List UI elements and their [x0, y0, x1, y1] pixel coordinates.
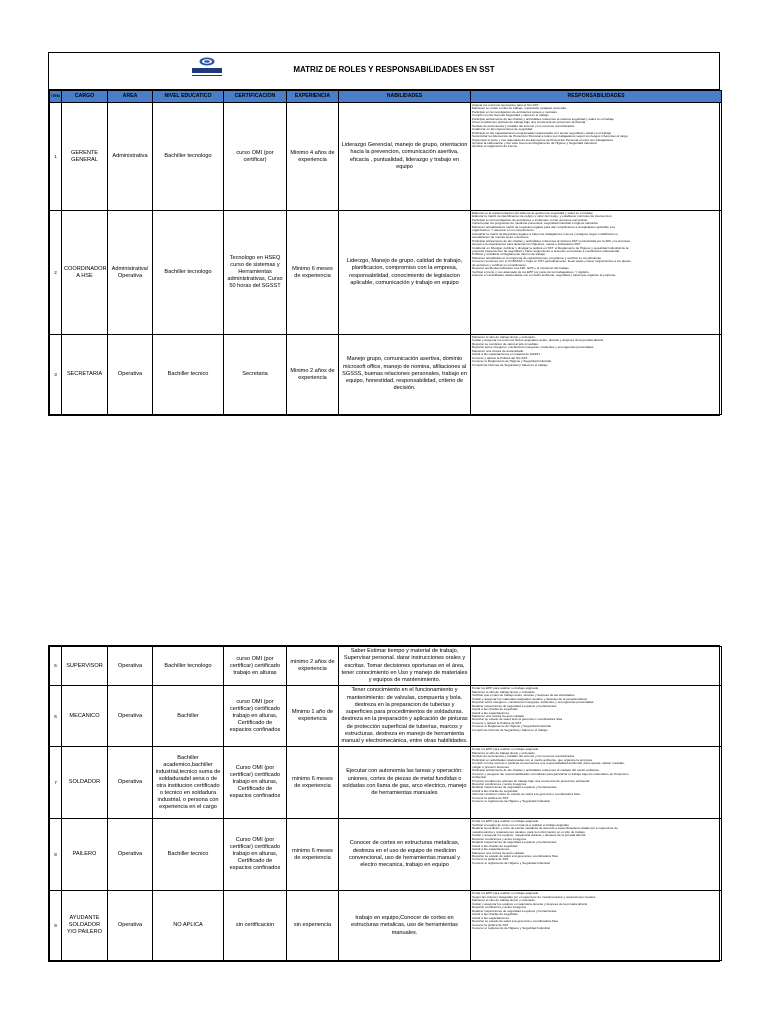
responsabilidad-item: Portar los EPP para realizar su trabajo asignado.	[472, 687, 540, 691]
responsabilidad-item: Cumplir con las Normas Seguridad y salud en el trabajo	[472, 114, 549, 118]
responsabilidad-item: Reportar accidentes laborales a la ARL, EPS y el ministerio del trabajo.	[472, 267, 570, 271]
responsabilidad-item: Cuidar y asegurar los equipos, maquinaria durante y despues de la jornada laboral	[472, 834, 586, 838]
responsabilidad-item: Participar activamente de las charlas y actividades referentes al sistema SST suministrada por la ARL y la empresa	[472, 239, 630, 243]
responsabilidad-item: Reportar actos inseguros, condiciones inseguras, incidentes y emergencias presentadas	[472, 346, 594, 350]
responsabilidad-item: Sentido de pertenencia y cuidado del entorno y los recursos suministrados.	[472, 124, 576, 128]
responsabilidad-item: Mantener el sitio de trabajo limpio y ordenado.	[472, 751, 536, 755]
responsabilidad-item: Elaborar la matriz de identificacion de peligro y valor del riesgo, y establecer controles de intervencion.	[472, 215, 613, 219]
responsabilidad-item: Realizar inspecciones de seguridad a equipos y herramientas	[472, 786, 557, 790]
responsabilidad-item: Reportar condiciones y actos inseguros	[472, 906, 527, 910]
roles-table-page-1	[49, 90, 722, 415]
responsabilidad-item: Conocer la politica de SST	[472, 858, 509, 862]
roles-table-page-2	[49, 646, 722, 961]
area-cell: Operativa	[108, 891, 153, 961]
responsabilidades-cell	[471, 747, 722, 819]
responsabilidad-item: mitigar o prevenir acciones.	[472, 765, 510, 769]
area-cell: Operativa	[108, 747, 153, 819]
habilidades-cell: Manejo grupo, comunicación asertiva, dominio microsoft office, manejo de nomina, afiliaciones al SGSSS, buenas relaciones personales, trabajo en equipo, honestidad, responsabilidad, criterio de decisión.	[339, 335, 471, 415]
responsabilidad-item: organizacion, Y asesorar en su cumplimiento.	[472, 229, 535, 233]
responsabilidad-item: Mantener el sitio de trabajo limpio y ordenado.	[472, 899, 536, 903]
responsabilidad-item: empresa Inspecciones de seguridad y hacer seguimiento a acciones correctivas a condiciones subestandar.	[472, 249, 621, 253]
header-nivel: NIVEL EDUCATICO	[153, 91, 224, 103]
responsabilidad-item: Conocer el Reglamento de Higiene y Seguridad Industrial	[472, 360, 551, 364]
habilidades-cell: Saber Estimar tiempo y material de trabajo, Supervisar personal. darar instrucciones orales y escritas. Tomar decisiones oportunas en el área, tener conocimiento en Uso y manejo de materiales y equipos de mantenimiento.	[339, 647, 471, 686]
habilidades-cell: Liderzgo, Manejo de grupo, calidad de trabajo, planificacion, compromiso con la empresa, responsabilidad, conocimiento de legislacion aplicable, comunicación y trabajo en equipo	[339, 211, 471, 335]
responsabilidad-item: Actualizar la matriz de Requisitos legales a todos los trabajadores nuevos y antiguos segun modificacion o	[472, 232, 619, 236]
header-responsabilidades: RESPONSABILIDADES	[471, 91, 722, 103]
responsabilidades-cell	[471, 211, 722, 335]
certificacion-cell: Curso OMI (por certificar) certificado trabajo en alturas, Certificado de espacios confinados	[224, 819, 287, 891]
cargo-cell: GERENTE GENERAL	[62, 103, 108, 211]
item-number-cell: 8	[50, 819, 62, 891]
title-bar	[49, 53, 719, 90]
responsabilidad-item: Reportar su estado de salud a la gerencia o coordinadora Sisa	[472, 920, 558, 924]
responsabilidades-cell	[471, 103, 722, 211]
item-number-cell: 7	[50, 747, 62, 819]
responsabilidad-item: Mantener una cultura de auto cuidado	[472, 851, 525, 855]
responsabilidades-cell	[471, 647, 722, 686]
nivel-cell: Bachiller tecnico	[153, 819, 224, 891]
responsabilidad-item: Conocer el reglamento de Higiene y Seguridad Industrial	[472, 861, 550, 865]
certificacion-cell: curso OMI (por certificar) certificado trabajo en alturas, Certificado de espacios confinados	[224, 686, 287, 747]
certificacion-cell: Curso OMI (por certificar) certificado trabajo en alturas, Certificado de espacios confinados	[224, 747, 287, 819]
responsabilidad-item: Asistir a las charlas de seguridad	[472, 844, 518, 848]
experiencia-cell: Minimo 6 meses de experiencia	[287, 211, 339, 335]
habilidades-cell: Liderazgo Gerencial, manejo de grupo, orientacion hacia la prevencion, comunicación asertiva, eficacia , puntualidad, liderazgo y trabajo en equipo	[339, 103, 471, 211]
responsabilidad-item: Cumplir las Normas de Seguridad y Salud en el trabajo	[472, 728, 548, 732]
responsabilidad-item: Ambiental.	[472, 776, 487, 780]
cargo-cell: SOLDADOR	[62, 747, 108, 819]
responsabilidad-item: Realizar inspecciones de seguridad a equipos y herramientas	[472, 909, 557, 913]
cargo-cell: PAILERO	[62, 819, 108, 891]
responsabilidad-item: de acciones y verificar su cumplimiento.	[472, 263, 527, 267]
responsabilidad-item: Asistir a las capacitaciones en materia de SGSST	[472, 353, 541, 357]
item-number-cell: 6	[50, 686, 62, 747]
responsabilidad-item: Conocer y asegurar las responsabilidades normativas para garantizar el trabajo bajo los estandares de Proteccion	[472, 772, 629, 776]
habilidades-cell: Conocer de cortes en extructuras metalicas, destreza en el uso de equipo de medicion convencional, uso de herramientas manual y electro mecanica, trabajo en equipo	[339, 819, 471, 891]
responsabilidad-item: Reportar condiciones y actos inseguros	[472, 837, 527, 841]
area-cell: Operativa	[108, 819, 153, 891]
responsabilidad-item: Conocer el reglamento de Higiene y Seguridad Industrial	[472, 800, 550, 804]
responsabilidad-item: Aprobar la elaboracion y dar visto bueno del Reglamento de Higiene y Seguridad Industrial	[472, 141, 597, 145]
responsabilidad-item: Supervisar el porte y uso adecuado de los Elementos de Proteccion Personal a todos sus trabajadores.	[472, 138, 614, 142]
habilidades-cell: Ejecutar con autonomia las tareas y operación: uniones, cortes de piezas de metal fundidas o soldadas con llama de gas, arco electrico, manejo de herramientas manuales	[339, 747, 471, 819]
item-number-cell: 5	[50, 647, 62, 686]
responsabilidad-item: Informar condicion sobre su estado de salud a la gerencia o coordinadora Sisa	[472, 793, 580, 797]
table-row	[50, 335, 722, 415]
responsabilidad-item: Conocer la politica de SST	[472, 796, 509, 800]
responsabilidad-item: Suministrar los Elementos de Proteccion Personal a todos sus trabajadores segun los riesgos inherentes al cargo.	[472, 135, 629, 139]
responsabilidad-item: Asistir a las charlas de seguridad	[472, 708, 518, 712]
responsabilidad-item: Colaborar en las inspecciones de seguridad.	[472, 128, 534, 132]
nivel-cell: Bachiller tecnico	[153, 335, 224, 415]
experiencia-cell: sin experiencia	[287, 891, 339, 961]
responsabilidad-item: Reportar su condicion de salud al jefe inmediato.	[472, 342, 539, 346]
responsabilidad-item: Reportar actos inseguros, condiciones inseguras, incidentes y emergencias presentadas	[472, 701, 594, 705]
responsabilidad-item: Elaborar en la implementacion del sistema de gestion de seguridad y salud en el trabajo	[472, 212, 593, 215]
responsabilidad-item: Cumplir con las normas o politicas concernientes a la responsabilidad ambiental, para reparar, aplicar medidas,	[472, 762, 625, 766]
responsabilidad-item: Mantener el sitio de trabajo limpio y ordenado.	[472, 336, 536, 339]
matrix-sheet-page-1	[48, 52, 720, 416]
area-cell: Operativa	[108, 647, 153, 686]
responsabilidad-item: Mantener en orden el sitio de trabajo, reportando cualquier anomalia.	[472, 107, 567, 111]
responsabilidad-item: Reportar condiciones y actos inseguros	[472, 782, 527, 786]
nivel-cell: Bachiller	[153, 686, 224, 747]
area-cell: Operativa	[108, 686, 153, 747]
area-cell: Administrativa	[108, 103, 153, 211]
responsabilidad-item: Cumplir las Normas de Seguridad y Salud en el trabajo	[472, 363, 548, 367]
header-item: ITEM	[50, 91, 62, 103]
area-cell: Operativa	[108, 335, 153, 415]
responsabilidad-item: Mantener una cultura de auto cuidado	[472, 714, 525, 718]
cargo-cell: SUPERVISOR	[62, 647, 108, 686]
responsabilidad-item: Participar en las capacitaciones programadas relacionadas con temas seguridad y salud en el trabajo	[472, 131, 612, 135]
responsabilidad-item: Asistir a las charlas de seguridad	[472, 913, 518, 917]
responsabilidad-item: Asistir a las capacitaciones	[472, 711, 510, 715]
item-number-cell: 2	[50, 211, 62, 335]
habilidades-cell: Tener conocimiento en el funcionamiento y mantenimiento: de valvulas, compuerta y bola. destreza en la preparacion de tuberias y superficies para procedimientos de soldaduras. destreza en la preparación y aplicación de pinturas de protección superficial de tuberías, marcos y estructuras. destreza en manejo de herramienta manual y electromecánica, entre otras habilidades.	[339, 686, 471, 747]
responsabilidad-item: Reportar su estado de salud a la gerencia o coordinadora Sisa	[472, 854, 558, 858]
nivel-cell: NO APLICA	[153, 891, 224, 961]
table-row	[50, 211, 722, 335]
responsabilidad-item: Cuidar y asegurar los equipos o maquinaria durante y despues de la jornada laboral	[472, 902, 588, 906]
experiencia-cell: Minimo 1 año de experiencia	[287, 686, 339, 747]
header-experiencia: EXPERIENCIA	[287, 91, 339, 103]
experiencia-cell: Minimo 2 años de experiencia	[287, 335, 339, 415]
responsabilidad-item: Conocer y aplicar la Politica del SG-SST	[472, 356, 528, 360]
responsabilidad-item: Avanzar en actividades relacionadas con el medio ambiente, seguridad y salud que organice la empresa.	[472, 274, 617, 278]
responsabilidad-item: Mantener actualizada la matriz de requisitos legales para dar cumplimiento a la legislacion aplicable a la	[472, 225, 615, 229]
certificacion-cell: curso OMI (por certificar)	[224, 103, 287, 211]
experiencia-cell: Minimo 4 años de experiencia	[287, 103, 339, 211]
table-row	[50, 686, 722, 747]
responsabilidad-item: Conocer y aplicar la Politica de SST	[472, 721, 522, 725]
responsabilidad-item: Conocer el reglamento de Higiene y Seguridad Industrial	[472, 926, 550, 930]
responsabilidad-item: Conocer el Reglamento de Higiene y Seguridad Industrial	[472, 725, 551, 729]
responsabilidad-item: Reportar su estado de salud ante la gerencia o coordinadora Sisa	[472, 718, 563, 722]
certificacion-cell: curso OMI (por certificar) certificado trabajo en alturas	[224, 647, 287, 686]
responsabilidad-item: Conocer reuniones con el COPASST o Vigia en SST periodicamente, llevar actas y hacer seguimientos a los planes	[472, 260, 631, 264]
responsabilidad-item: Procurar condiciones optimas de trabajo bajo una conciencia de proteccion ambiental.	[472, 779, 591, 783]
responsabilidad-item: Conocer la politica de SST	[472, 923, 509, 927]
responsabilidad-item: Verificar el porte y uso adecuado de los EPP por parte de los trabajadores. Y vigilarlo.	[472, 270, 590, 274]
responsabilidad-item: Colaborar en Divulgar, publicar y divulgar la politica en SST, el Reglamento de Higiene y seguridad Industrial de la	[472, 246, 629, 250]
table-row	[50, 891, 722, 961]
responsabilidad-item: Aprobar el reglamento de interno.	[472, 145, 519, 149]
table-row	[50, 647, 722, 686]
cargo-cell: SECRETARIA	[62, 335, 108, 415]
habilidades-cell: trabajo en equipo,Conocer de cortes en estructuras metalicas, uso de herramientas manuales.	[339, 891, 471, 961]
responsabilidad-item: Cuidar y asegurar los recursos fisicos asignados antes, durante y despues de la jornada laboral.	[472, 339, 604, 343]
responsabilidad-item: Asignar los recursos necesarios para el SG-SST.	[472, 104, 540, 107]
matrix-sheet-page-2	[48, 645, 720, 962]
nivel-cell: Bachiller tecnologo	[153, 103, 224, 211]
responsabilidad-item: Participar en la investigacion de accidentes e incidentes, tomar acciones correctivas.	[472, 218, 589, 222]
responsabilidad-item: Participar en la investigacion de accidentes graves o mortales.	[472, 110, 558, 114]
logo-underline	[192, 75, 222, 76]
responsabilidad-item: Portar los EPP para realizar su trabajo asignado.	[472, 892, 540, 896]
header-area: AREA	[108, 91, 153, 103]
nivel-cell: Bachiller tecnologo	[153, 211, 224, 335]
document-title: MATRIZ DE ROLES Y RESPONSABILIDADES EN SST	[293, 65, 495, 74]
responsabilidad-item: Asistir a las capacitaciones	[472, 848, 510, 852]
header-habilidades: HABILIDADES	[339, 91, 471, 103]
table-row	[50, 103, 722, 211]
area-cell: Administrativa/ Operativa	[108, 211, 153, 335]
cargo-cell: COORDINADOR A HSE	[62, 211, 108, 335]
cargo-cell: MECANICO	[62, 686, 108, 747]
responsabilidad-item: Cuidar y asegurar los materiales asignados durante y despues de la jornada laboral	[472, 697, 587, 701]
cargo-cell: AYUDANTE SOLDADOR Y/O PAILERO	[62, 891, 108, 961]
responsabilidad-item: Participar en actividades relacionadas con el medio ambiente, que organice la empresa.	[472, 758, 593, 762]
responsabilidad-item: Portar los EPP para realizar su trabajo asignado.	[472, 820, 540, 824]
certificacion-cell: sin certificacion	[224, 891, 287, 961]
responsabilidad-item: Mantener actualizado el cronograma de capacitaciones, programar y verificar su cumplimiento.	[472, 256, 602, 260]
responsabilidad-item: Mantener una cultura de autocuidado.	[472, 349, 525, 353]
nivel-cell: Bachiller tecnologo	[153, 647, 224, 686]
responsabilidad-item: Verificar el equipo de corte con el cual va a realizar el trabajo asignado.	[472, 823, 570, 827]
responsabilidad-item: Asistir a las charlas de seguridad	[472, 789, 518, 793]
responsabilidad-item: Realizar inspecciones de seguridad a equipos y herramientas	[472, 841, 557, 845]
responsabilidad-item: Seguir las ordenes delegadas por el supervisor de metalmecánica y reparaciones navales.	[472, 895, 597, 899]
responsabilidades-cell	[471, 686, 722, 747]
item-number-cell: 9	[50, 891, 62, 961]
responsabilidad-item: Participar activamente de las charlas y actividades referentes al sistema seguridad y salud en el trabajo	[472, 117, 614, 121]
certificacion-cell: Secretaria	[224, 335, 287, 415]
responsabilidades-cell	[471, 891, 722, 961]
responsabilidad-item: Publicar y socializar el Reglamento interno de trabajo.	[472, 253, 546, 257]
responsabilidad-item: Asistir a las capacitaciones	[472, 916, 510, 920]
responsabilidad-item: Implementar los programas de medicina preventiva, seguridad industrial e higiene industrial	[472, 222, 598, 226]
responsabilidad-item: Realizar la medición y corte de piezas metalicas de acuerdo a especificaciones dadas por el supervisor de	[472, 827, 618, 831]
responsabilidad-item: Mantener el sitio de trabajo limpio y ordenado.	[472, 690, 536, 694]
responsabilidad-item: Sentido de pertenencia y cuidado del entorno y los recursos suministrados.	[472, 755, 576, 759]
responsabilidad-item: Portar los EPP para realizar su trabajo asignado.	[472, 748, 540, 752]
table-row	[50, 819, 722, 891]
experiencia-cell: minimo 6 meses de experiencia	[287, 819, 339, 891]
experiencia-cell: minimo 2 años de experiencia	[287, 647, 339, 686]
responsabilidad-item: Crear condiciones optimas de trabajo bajo una conciencia de proteccion ambiental.	[472, 121, 587, 125]
item-number-cell: 1	[50, 103, 62, 211]
table-row	[50, 747, 722, 819]
nivel-cell: Bachiller academico,bachiller industrial,tecnico suma de soldaduradel sena o de otra institucion certificado o tecnico en soldadura industrial, o persona con experiencia en el cargo	[153, 747, 224, 819]
responsabilidad-item: Realizar inspecciones de seguridad a equipos y herramientas	[472, 704, 557, 708]
responsabilidad-item: actualizacion de nuevas leyes o decretos.	[472, 236, 530, 240]
responsabilidad-item: Verificar que el sitio de trabajo antes, durante y despues de las actividades	[472, 694, 575, 698]
responsabilidades-cell	[471, 819, 722, 891]
header-certificacion: CERTIFICACION	[224, 91, 287, 103]
header-row	[50, 91, 722, 103]
certificacion-cell: Tecnologo en HSEQ curso de sistemas y Herramientas administrativas, Curso 50 horas del SGSST	[224, 211, 287, 335]
item-number-cell: 3	[50, 335, 62, 415]
responsabilidades-cell	[471, 335, 722, 415]
experiencia-cell: minimo 6 meses de experiencia	[287, 747, 339, 819]
responsabilidad-item: Apoyar a la organizacion para alcanzar los Objetivos, metas e indicadores SST.	[472, 243, 582, 247]
responsabilidad-item: metalmecánica y reparaciones navales, para la conformacion en el sitio de trabajo.	[472, 830, 586, 834]
header-cargo: CARGO	[62, 91, 108, 103]
responsabilidad-item: Participar activamente de las charlas y actividades referentes al cuidado del medio ambiente.	[472, 769, 600, 773]
